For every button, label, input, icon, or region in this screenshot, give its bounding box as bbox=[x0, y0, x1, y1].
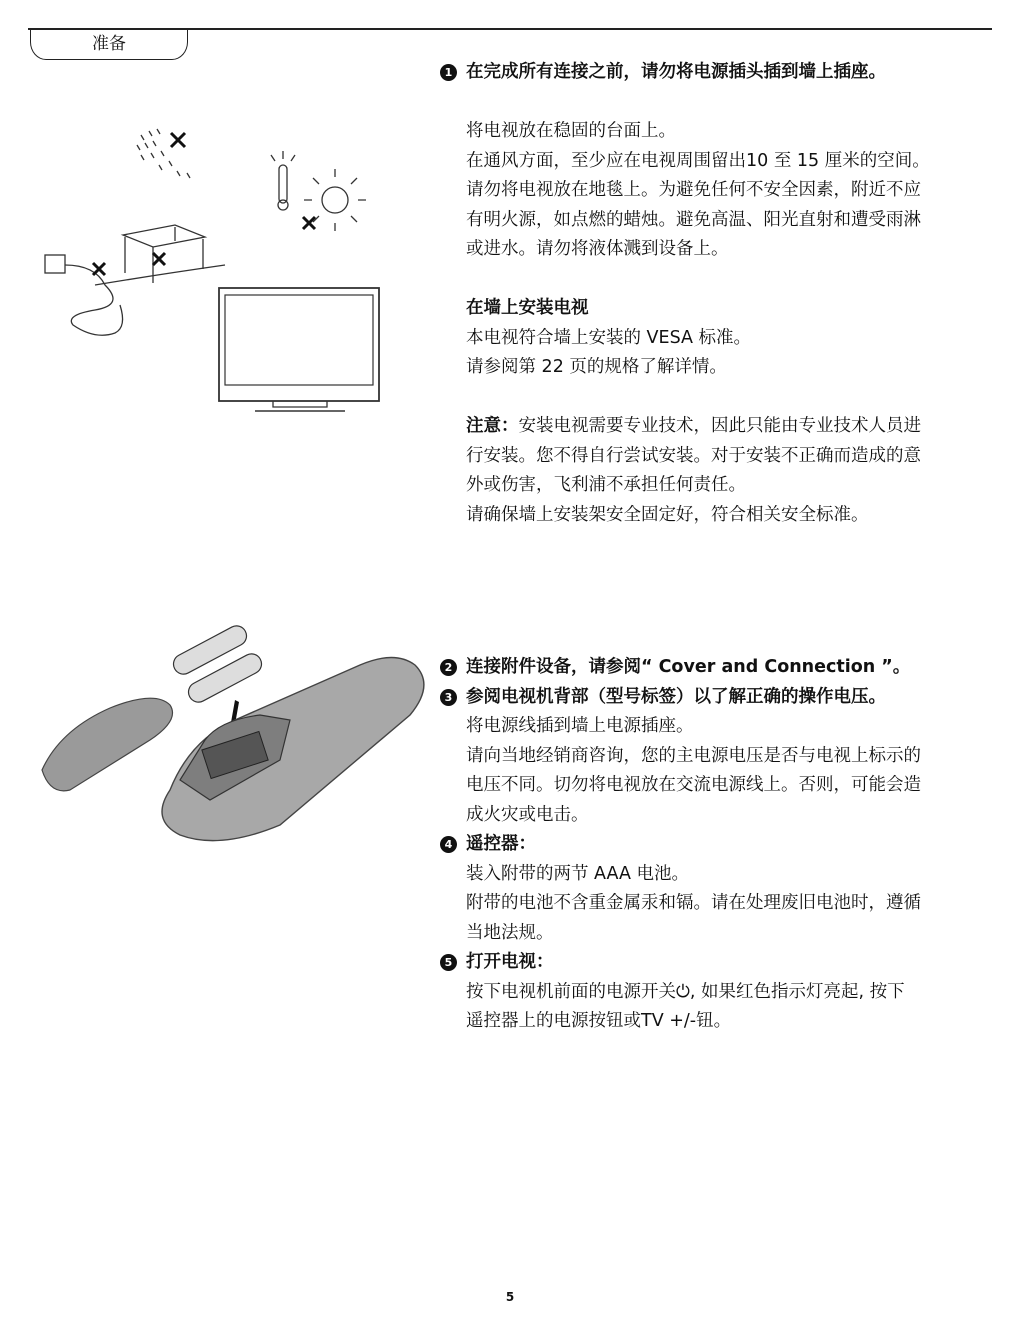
note-paragraph: 注意：安装电视需要专业技术，因此只能由专业技术人员进 行安装。您不得自行尝试安装。对于安装不正确而造成的意 外或伤害，飞利浦不承担任何责任。 请确保墙上安装架安全固定好，符合相关安全标准。 bbox=[466, 416, 921, 525]
page-number: 5 bbox=[505, 1290, 515, 1304]
step5-line: 5 打开电视： bbox=[440, 948, 1000, 978]
step2-line: 2 连接附件设备，请参阅“ Cover and Connection ”。 bbox=[440, 653, 1000, 683]
note-label: 注意： bbox=[466, 416, 519, 436]
wall-mount-title: 在墙上安装电视 bbox=[466, 298, 589, 318]
warning-line: 1 在完成所有连接之前，请勿将电源插头插到墙上插座。 bbox=[440, 58, 1000, 88]
step3-body: 将电源线插到墙上电源插座。 请向当地经销商咨询，您的主电源电压是否与电视上标示的 电压不同。切勿将电视放在交流电源线上。否则，可能会造 成火灾或电击。 bbox=[466, 716, 921, 825]
step4-line: 4 遥控器： bbox=[440, 830, 1000, 860]
step-number-5: 5 bbox=[440, 954, 457, 971]
step5-body: 按下电视机前面的电源开关⏻, 如果红色指示灯亮起, 按下 遥控器上的电源按钮或TV +/-钮。 bbox=[466, 981, 905, 1031]
step-number-1: 1 bbox=[440, 64, 457, 81]
placement-illustration bbox=[35, 115, 395, 415]
step4-body: 装入附带的两节 AAA 电池。 附带的电池不含重金属汞和镉。请在处理废旧电池时，遵循 当地法规。 bbox=[466, 863, 921, 943]
step3-line: 3 参阅电视机背部（型号标签）以了解正确的操作电压。 bbox=[440, 683, 1000, 713]
section1-text bbox=[440, 58, 1000, 530]
wall-mount-paragraph: 在墙上安装电视 本电视符合墙上安装的 VESA 标准。 请参阅第 22 页的规格了解详情。 bbox=[440, 294, 1000, 383]
section-tab: 准备 bbox=[30, 30, 188, 60]
step-number-2: 2 bbox=[440, 659, 457, 676]
step-number-3: 3 bbox=[440, 689, 457, 706]
section2-text bbox=[440, 653, 1000, 1037]
remote-battery-illustration bbox=[30, 620, 430, 850]
placement-paragraph: 将电视放在稳固的台面上。 在通风方面，至少应在电视周围留出10 至 15 厘米的空间。 请勿将电视放在地毯上。为避免任何不安全因素，附近不应 有明火源，如点燃的蜡烛。避免高温、阳光直射和遭受雨淋 或进水。请勿将液体溅到设备上。 bbox=[466, 121, 930, 259]
step-number-4: 4 bbox=[440, 836, 457, 853]
